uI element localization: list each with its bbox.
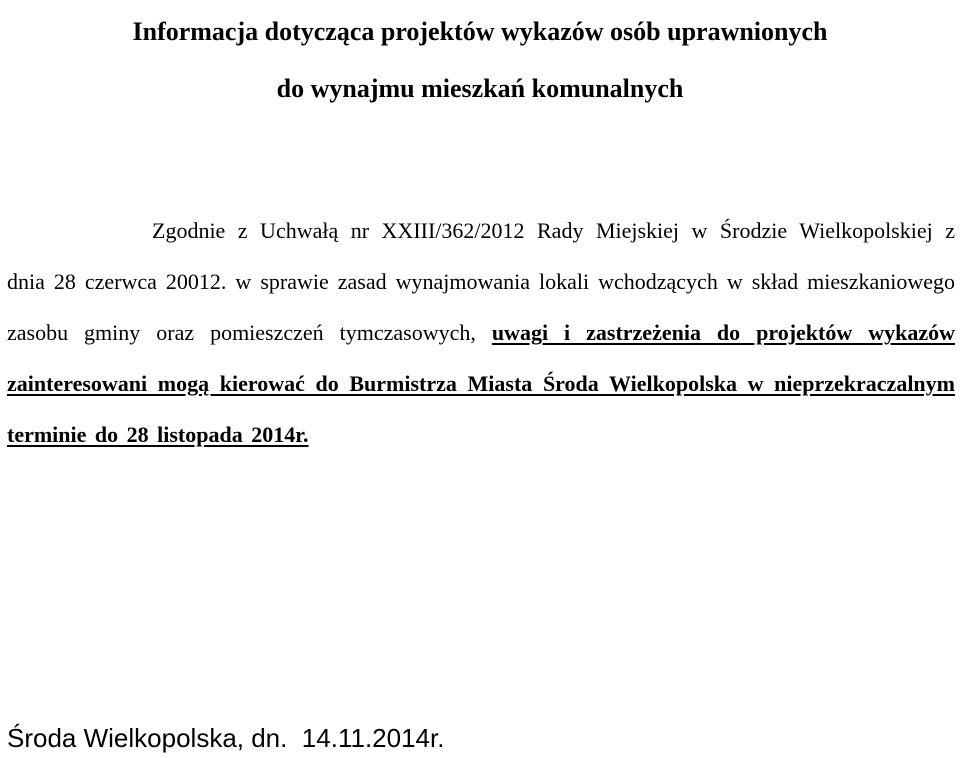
- document-title: [0, 0, 960, 117]
- document-title-line-1: Informacja dotycząca projektów wykazów osób uprawnionych: [132, 17, 828, 46]
- place-and-date: Środa Wielkopolska, dn. 14.11.2014r.: [7, 723, 445, 753]
- paragraph-highlighted-notice: uwagi i zastrzeżenia do projektów wykazów zainteresowani mogą kierować do Burmistrza Miasta Środa Wielkopolska w nieprzekraczalnym terminie do 28 listopada 2014r.: [7, 320, 955, 447]
- paragraph-intro-text: Zgodnie z Uchwałą nr XXIII/362/2012 Rady Miejskiej w Środzie Wielkopolskiej z dnia 28 czerwca 20012. w sprawie zasad wynajmowania lokali wchodzących w skład mieszkaniowego zasobu gminy oraz pomieszczeń tymczasowych,: [7, 218, 955, 345]
- document-title-line-2: do wynajmu mieszkań komunalnych: [276, 74, 684, 103]
- announcement-paragraph: [7, 205, 955, 460]
